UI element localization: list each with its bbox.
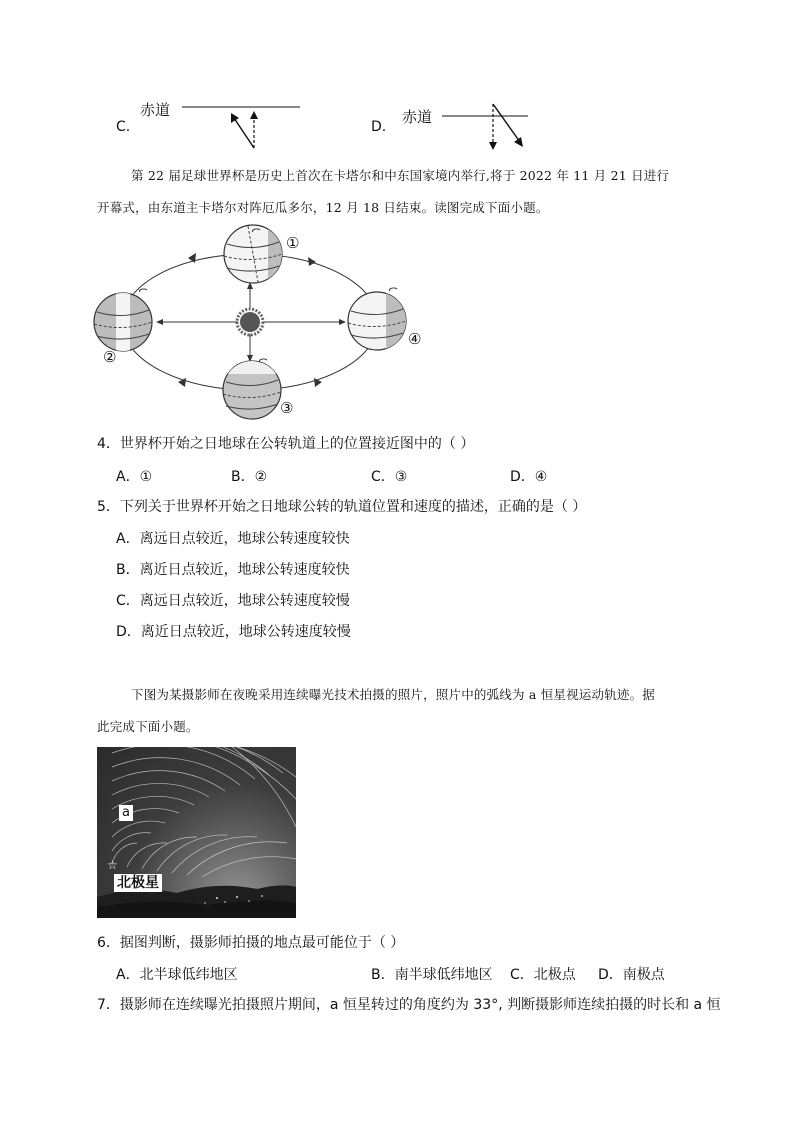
sun-icon	[237, 309, 263, 335]
option-d-diagram	[402, 100, 542, 158]
option-c-letter: C.	[116, 119, 131, 135]
option-c-diagram	[140, 98, 310, 154]
q6-option-b[interactable]: B．南半球低纬地区	[371, 967, 493, 983]
star-trail-photo	[97, 747, 296, 918]
q6-stem: 6．据图判断，摄影师拍摄的地点最可能位于（ ）	[97, 935, 405, 951]
orbit-svg	[90, 222, 430, 422]
q4-option-b[interactable]: B．②	[231, 469, 268, 485]
earth-position-2-icon	[94, 289, 152, 354]
polaris-star-icon: ☆	[107, 858, 118, 872]
star-a-label: a	[119, 805, 133, 821]
option-d-letter: D.	[371, 119, 387, 135]
arrow-diagram-c	[140, 98, 310, 154]
star-trail-arcs	[97, 747, 296, 918]
q6-option-d[interactable]: D．南极点	[598, 967, 665, 983]
q5-option-d[interactable]: D．离近日点较近，地球公转速度较慢	[116, 624, 351, 640]
passage-worldcup-line1: 第 22 届足球世界杯是历史上首次在卡塔尔和中东国家境内举行,将于 2022 年 11 月 21 日进行	[131, 168, 670, 183]
q5-option-c[interactable]: C．离远日点较近，地球公转速度较慢	[116, 593, 350, 609]
passage-photo-line2: 此完成下面小题。	[97, 719, 199, 734]
marker-4: ④	[408, 330, 422, 348]
passage-worldcup-line2: 开幕式，由东道主卡塔尔对阵厄瓜多尔，12 月 18 日结束。读图完成下面小题。	[97, 200, 549, 215]
earth-position-3-icon	[220, 358, 284, 419]
q6-option-a[interactable]: A．北半球低纬地区	[116, 967, 238, 983]
q4-stem: 4．世界杯开始之日地球在公转轨道上的位置接近图中的（ ）	[97, 436, 475, 452]
q7-stem: 7．摄影师在连续曝光拍摄照片期间，a 恒星转过的角度约为 33°, 判断摄影师连续拍摄的时长和 a 恒	[97, 997, 721, 1013]
earth-position-4-icon	[348, 288, 408, 353]
earth-position-1-icon	[224, 222, 288, 286]
passage-photo-line1: 下图为某摄影师在夜晚采用连续曝光技术拍摄的照片，照片中的弧线为 a 恒星视运动轨迹。据	[131, 687, 656, 702]
q4-option-a[interactable]: A．①	[116, 469, 153, 485]
q5-stem: 5．下列关于世界杯开始之日地球公转的轨道位置和速度的描述，正确的是（ ）	[97, 499, 587, 515]
equator-label-c: 赤道	[140, 101, 171, 119]
arrow-diagram-d	[402, 100, 542, 158]
marker-2: ②	[103, 348, 117, 366]
polaris-label: 北极星	[114, 874, 162, 892]
q5-option-b[interactable]: B．离近日点较近，地球公转速度较快	[116, 562, 350, 578]
equator-label-d: 赤道	[402, 108, 433, 126]
q4-option-d[interactable]: D．④	[510, 469, 548, 485]
q4-option-c[interactable]: C．③	[371, 469, 408, 485]
q5-option-a[interactable]: A．离远日点较近，地球公转速度较快	[116, 531, 350, 547]
earth-orbit-figure	[90, 222, 430, 422]
marker-3: ③	[280, 399, 294, 417]
marker-1: ①	[286, 234, 300, 252]
q6-option-c[interactable]: C．北极点	[510, 967, 576, 983]
